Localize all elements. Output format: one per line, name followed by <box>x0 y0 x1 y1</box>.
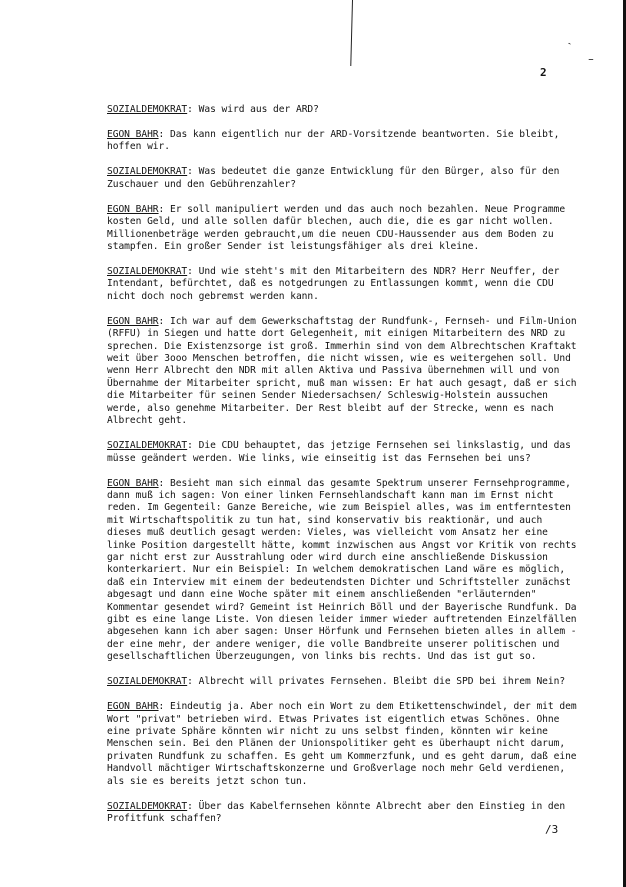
paragraph-text: Und wie steht's mit den Mitarbeitern des NDR? Herr Neuffer, der Intendant, befürchtet, daß es notgedrungen zu Entlassungen kommt, wenn die CDU nicht doch noch gebremst werden kann. <box>107 266 560 302</box>
speaker-colon: : <box>187 166 199 178</box>
interview-paragraph <box>107 676 577 688</box>
interview-paragraph <box>107 266 577 303</box>
speaker-colon: : <box>158 315 170 327</box>
paragraph-text: Über das Kabelfernsehen könnte Albrecht aber den Einstieg in den Profitfunk schaffen? <box>107 800 566 825</box>
corner-mark: ̵ <box>588 54 595 65</box>
interview-paragraph <box>107 801 577 826</box>
speaker-label: SOZIALDEMOKRAT <box>107 800 188 812</box>
interview-paragraph <box>107 129 577 154</box>
interview-paragraph <box>107 701 577 788</box>
paragraph-text: Besieht man sich einmal das gesamte Spektrum unserer Fernsehprogramme, dann muß ich sagen: Von einer linken Fernsehlandschaft kann man im Ernst nicht reden. Im Gegenteil: Ganze Bereiche, wie zum Beispiel alles, was im entferntesten mit Wirtschaftspolitik zu tun hat, sind konservativ bis reaktionär, und auch dieses muß deutlich gesagt werden: Vieles, was vielleicht vom Ansatz her eine linke Position dargestellt hätte, kommt inzwischen aus Angst vor Kritik von rechts gar nicht erst zur Ausstrahlung oder wird durch eine anschließende Diskussion konterkariert. Nur ein Beispiel: In welchem demokratischen Land wäre es möglich, daß ein Interview mit einem der bedeutendsten Dichter und Schriftsteller zunächst abgesagt und dann eine Woche später mit einem anschließenden "erläuternden" Kommentar gesendet wird? Gemeint ist Heinrich Böll und der Bayerische Rundfunk. Da gibt es eine lange Liste. Von diesen leider immer wieder auftretenden Einzelfällen abgesehen kann ich aber sagen: Unser Hörfunk und Fernsehen bieten alles in allem - der eine mehr, der andere weniger, die volle Bandbreite unserer politischen und gesellschaftlichen Überzeugungen, von links bis rechts. Und das ist gut so. <box>107 477 577 663</box>
interview-paragraph <box>107 104 577 116</box>
interview-paragraph <box>107 166 577 191</box>
speaker-label: EGON BAHR <box>107 701 159 713</box>
interview-text <box>107 104 577 838</box>
interview-paragraph <box>107 204 577 254</box>
speaker-colon: : <box>158 203 170 215</box>
page-number: 2 <box>540 66 547 79</box>
scan-artifact-line <box>350 0 353 66</box>
interview-paragraph <box>107 316 577 428</box>
speaker-colon: : <box>187 266 199 278</box>
speaker-label: SOZIALDEMOKRAT <box>107 440 188 452</box>
speaker-colon: : <box>187 104 199 115</box>
speaker-label: SOZIALDEMOKRAT <box>107 104 188 115</box>
speaker-colon: : <box>187 440 199 452</box>
paragraph-text: Ich war auf dem Gewerkschaftstag der Rundfunk-, Fernseh- und Film-Union (RFFU) in Siegen und hatte dort Gelegenheit, mit einigen Mitarbeitern des NRD zu sprechen. Die Existenzsorge ist groß. Immerhin sind von dem Albrechtschen Kraftakt weit über 3ooo Menschen betroffen, die nicht wissen, wie es weitergehen soll. Und wenn Herr Albrecht den NDR mit allen Aktiva und Passiva übernehmen will und von Übernahme der Mitarbeiter spricht, muß man wissen: Er hat auch gesagt, daß er sich die Mitarbeiter für seinen Sender Niedersachsen/ Schleswig-Holstein aussuchen werde, also genehme Mitarbeiter. Der Rest bleibt auf der Strecke, wenn es nach Albrecht geht. <box>107 315 577 427</box>
paragraph-text: Das kann eigentlich nur der ARD-Vorsitzende beantworten. Sie bleibt, hoffen wir. <box>107 129 560 153</box>
speaker-colon: : <box>158 701 170 713</box>
paragraph-text: Er soll manipuliert werden und das auch noch bezahlen. Neue Programme kosten Geld, und alle sollen dafür blechen, auch die, die es gar nicht wollen. Millionenbeträge werden gebraucht,um die neuen CDU-Haussender aus dem Boden zu stampfen. Ein großer Sender ist leistungsfähiger als drei kleine. <box>107 203 566 253</box>
speaker-colon: : <box>187 800 199 812</box>
speaker-label: SOZIALDEMOKRAT <box>107 676 188 688</box>
interview-paragraph <box>107 478 577 664</box>
speaker-label: EGON BAHR <box>107 129 159 140</box>
interview-paragraph <box>107 440 577 465</box>
paragraph-text: Albrecht will privates Fernsehen. Bleibt die SPD bei ihrem Nein? <box>198 676 566 688</box>
speaker-label: SOZIALDEMOKRAT <box>107 266 188 278</box>
speaker-colon: : <box>158 129 170 140</box>
speaker-colon: : <box>187 676 199 688</box>
paragraph-text: Was wird aus der ARD? <box>198 104 319 115</box>
continuation-mark: /3 <box>545 823 559 836</box>
corner-mark: ˎ <box>563 33 573 46</box>
speaker-label: SOZIALDEMOKRAT <box>107 166 188 178</box>
speaker-label: EGON BAHR <box>107 203 159 215</box>
speaker-colon: : <box>158 477 170 489</box>
paragraph-text: Eindeutig ja. Aber noch ein Wort zu dem Etikettenschwindel, der mit dem Wort "privat" betrieben wird. Etwas Privates ist eigentlich etwas Schönes. Ohne eine private Sphäre könnten wir nicht zu uns selbst finden, könnten wir keine Menschen sein. Bei den Plänen der Unionspolitiker geht es überhaupt nicht darum, privaten Rundfunk zu schaffen. Es geht um Kommerzfunk, und es geht darum, daß eine Handvoll mächtiger Wirtschaftskonzerne und Großverlage noch mehr Geld verdienen, als sie es bereits jetzt schon tun. <box>107 701 577 787</box>
paragraph-text: Die CDU behauptet, das jetzige Fernsehen sei linkslastig, und das müsse geändert werden. Wie links, wie einseitig ist das Fernsehen bei uns? <box>107 440 571 464</box>
paragraph-text: Was bedeutet die ganze Entwicklung für den Bürger, also für den Zuschauer und den Gebührenzahler? <box>107 166 560 190</box>
speaker-label: EGON BAHR <box>107 315 159 327</box>
speaker-label: EGON BAHR <box>107 477 159 489</box>
